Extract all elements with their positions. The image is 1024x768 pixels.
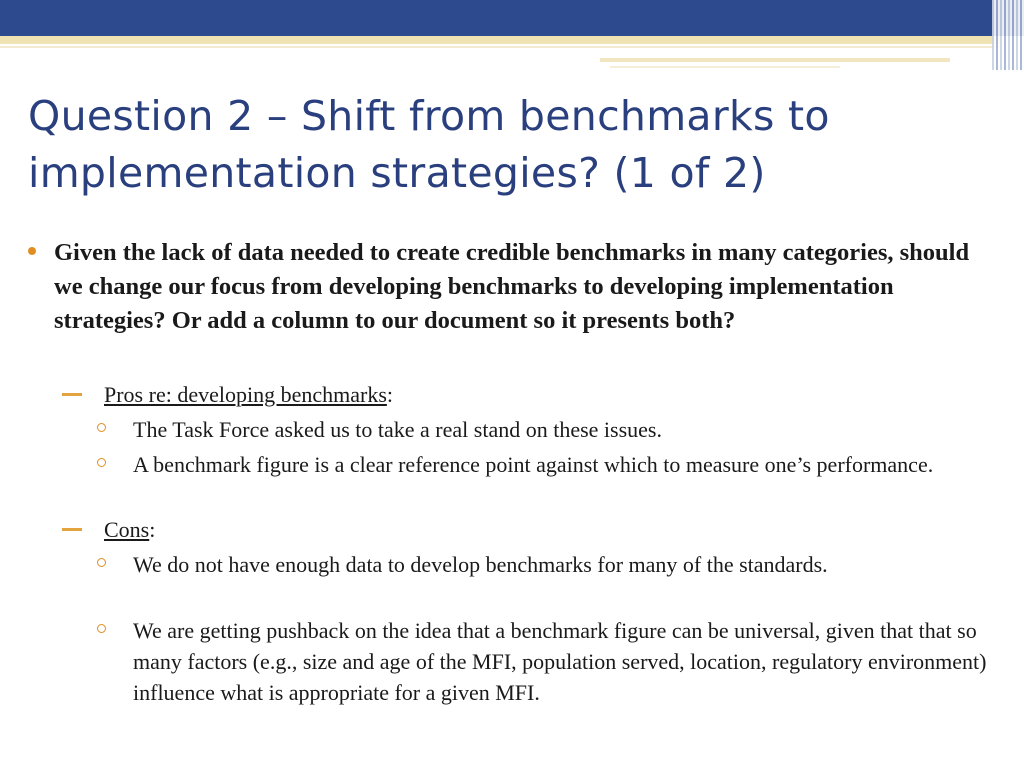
bullet-main-text: Given the lack of data needed to create credible benchmarks in many categories, should we change our focus from developing benchmarks to developing implementation strategies? Or add a column to our document so it presents both? xyxy=(54,239,970,334)
cons-heading-colon: : xyxy=(149,517,156,542)
cons-heading-label: Cons xyxy=(104,517,150,542)
top-band xyxy=(0,0,1024,36)
accent-line xyxy=(0,46,1000,48)
bullet-dot-icon xyxy=(28,247,36,255)
circle-bullet-icon xyxy=(97,423,106,432)
circle-bullet-icon xyxy=(97,558,106,567)
cons-heading xyxy=(104,515,984,545)
dash-icon xyxy=(62,393,82,396)
dash-icon xyxy=(62,528,82,531)
pros-heading-colon: : xyxy=(386,382,393,407)
pros-heading-label: Pros re: developing benchmarks xyxy=(104,382,387,407)
cons-item-2: We are getting pushback on the idea that a benchmark figure can be universal, given that that so many factors (e.g., size and age of the MFI, population served, location, regulatory environment) influence what is appropriate for a given MFI. xyxy=(133,618,987,705)
cons-item-1: We do not have enough data to develop benchmarks for many of the standards. xyxy=(133,552,828,577)
accent-line xyxy=(610,66,840,68)
accent-line xyxy=(0,36,1000,44)
pros-item-2: A benchmark figure is a clear reference point against which to measure one’s performance. xyxy=(133,452,934,477)
circle-bullet-icon xyxy=(97,624,106,633)
circle-bullet-icon xyxy=(97,458,106,467)
pros-item-1: The Task Force asked us to take a real stand on these issues. xyxy=(133,417,662,442)
pros-heading xyxy=(104,380,984,410)
decorative-stripes xyxy=(992,0,1024,70)
accent-line xyxy=(600,58,950,62)
slide-title: Question 2 – Shift from benchmarks to implementation strategies? (1 of 2) xyxy=(28,92,830,197)
